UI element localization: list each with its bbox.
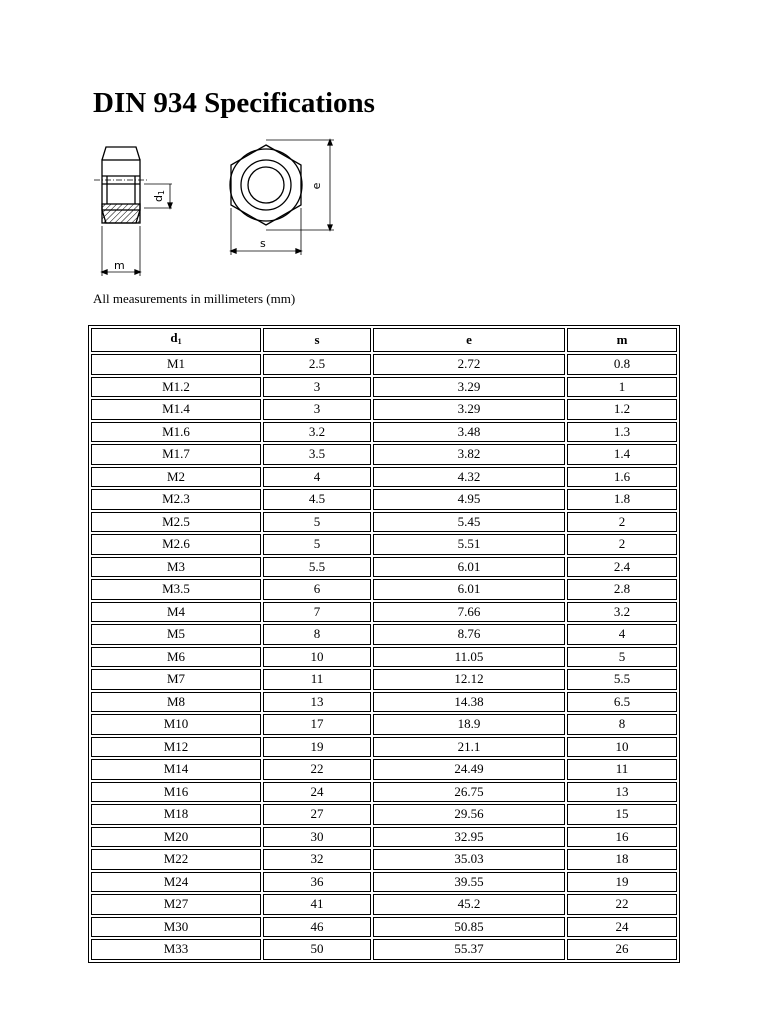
cell-d1: M14: [91, 759, 261, 780]
e-dimension-label: e: [310, 182, 323, 190]
cell-d1: M2.6: [91, 534, 261, 555]
table-row: [91, 939, 677, 960]
cell-e: 3.29: [373, 399, 565, 420]
cell-s: 5: [263, 534, 371, 555]
cell-d1: M1: [91, 354, 261, 375]
table-row: [91, 444, 677, 465]
cell-s: 7: [263, 602, 371, 623]
cell-s: 10: [263, 647, 371, 668]
table-row: [91, 714, 677, 735]
cell-s: 4: [263, 467, 371, 488]
column-header-e: e: [373, 328, 565, 352]
cell-e: 12.12: [373, 669, 565, 690]
table-row: [91, 602, 677, 623]
table-row: [91, 489, 677, 510]
cell-d1: M2.5: [91, 512, 261, 533]
cell-m: 11: [567, 759, 677, 780]
cell-m: 22: [567, 894, 677, 915]
column-header-d1: $d_1$: [91, 328, 261, 352]
cell-m: 1.2: [567, 399, 677, 420]
cell-s: 22: [263, 759, 371, 780]
cell-e: 5.51: [373, 534, 565, 555]
table-row: [91, 624, 677, 645]
cell-e: 4.32: [373, 467, 565, 488]
table-row: [91, 759, 677, 780]
table-row: [91, 804, 677, 825]
cell-m: 2: [567, 534, 677, 555]
cell-s: 5: [263, 512, 371, 533]
cell-d1: M27: [91, 894, 261, 915]
cell-d1: M2: [91, 467, 261, 488]
cell-s: 3.2: [263, 422, 371, 443]
cell-d1: M2.3: [91, 489, 261, 510]
cell-d1: M3.5: [91, 579, 261, 600]
din934-spec-table: [88, 325, 680, 963]
cell-e: 24.49: [373, 759, 565, 780]
cell-e: 35.03: [373, 849, 565, 870]
nut-side-view: [94, 147, 172, 276]
table-row: [91, 467, 677, 488]
cell-d1: M20: [91, 827, 261, 848]
cell-m: 19: [567, 872, 677, 893]
table-row: [91, 557, 677, 578]
cell-s: 4.5: [263, 489, 371, 510]
page-title: DIN 934 Specifications: [93, 87, 375, 119]
table-row: [91, 669, 677, 690]
cell-d1: M24: [91, 872, 261, 893]
cell-m: 3.2: [567, 602, 677, 623]
table-row: [91, 354, 677, 375]
cell-s: 2.5: [263, 354, 371, 375]
cell-s: 11: [263, 669, 371, 690]
table-row: [91, 894, 677, 915]
cell-e: 6.01: [373, 579, 565, 600]
cell-d1: M1.7: [91, 444, 261, 465]
cell-m: 15: [567, 804, 677, 825]
cell-e: 26.75: [373, 782, 565, 803]
cell-d1: M1.4: [91, 399, 261, 420]
cell-e: 55.37: [373, 939, 565, 960]
cell-m: 0.8: [567, 354, 677, 375]
table-row: [91, 737, 677, 758]
cell-s: 41: [263, 894, 371, 915]
table-row: [91, 579, 677, 600]
table-row: [91, 377, 677, 398]
cell-d1: M4: [91, 602, 261, 623]
cell-m: 13: [567, 782, 677, 803]
cell-m: 1.6: [567, 467, 677, 488]
cell-m: 1.8: [567, 489, 677, 510]
cell-e: 45.2: [373, 894, 565, 915]
cell-e: 6.01: [373, 557, 565, 578]
cell-s: 8: [263, 624, 371, 645]
cell-d1: M1.6: [91, 422, 261, 443]
cell-m: 2.4: [567, 557, 677, 578]
cell-m: 4: [567, 624, 677, 645]
cell-s: 46: [263, 917, 371, 938]
table-row: [91, 917, 677, 938]
cell-d1: M10: [91, 714, 261, 735]
table-row: [91, 534, 677, 555]
cell-d1: M12: [91, 737, 261, 758]
cell-d1: M8: [91, 692, 261, 713]
nut-top-view: [230, 140, 334, 255]
table-row: [91, 692, 677, 713]
cell-d1: M22: [91, 849, 261, 870]
cell-d1: M16: [91, 782, 261, 803]
cell-m: 10: [567, 737, 677, 758]
cell-s: 36: [263, 872, 371, 893]
cell-e: 14.38: [373, 692, 565, 713]
cell-e: 18.9: [373, 714, 565, 735]
s-dimension-label: s: [260, 237, 266, 250]
cell-m: 5: [567, 647, 677, 668]
cell-e: 8.76: [373, 624, 565, 645]
cell-e: 3.82: [373, 444, 565, 465]
cell-m: 1.4: [567, 444, 677, 465]
cell-m: 18: [567, 849, 677, 870]
cell-m: 1.3: [567, 422, 677, 443]
cell-e: 11.05: [373, 647, 565, 668]
column-header-s: s: [263, 328, 371, 352]
cell-d1: M3: [91, 557, 261, 578]
cell-s: 27: [263, 804, 371, 825]
cell-e: 21.1: [373, 737, 565, 758]
cell-s: 6: [263, 579, 371, 600]
cell-s: 30: [263, 827, 371, 848]
cell-d1: M30: [91, 917, 261, 938]
cell-s: 17: [263, 714, 371, 735]
header-row: [91, 328, 677, 352]
d1-dimension-label: d1: [152, 189, 166, 203]
cell-m: 2: [567, 512, 677, 533]
table-header: [91, 328, 677, 352]
table-row: [91, 512, 677, 533]
cell-s: 19: [263, 737, 371, 758]
measurement-units-note: All measurements in millimeters (mm): [93, 291, 296, 306]
table-row: [91, 647, 677, 668]
cell-e: 3.29: [373, 377, 565, 398]
table-row: [91, 849, 677, 870]
cell-s: 32: [263, 849, 371, 870]
table-row: [91, 872, 677, 893]
cell-m: 2.8: [567, 579, 677, 600]
cell-m: 26: [567, 939, 677, 960]
cell-m: 16: [567, 827, 677, 848]
cell-s: 24: [263, 782, 371, 803]
table-body: [91, 354, 677, 960]
cell-e: 3.48: [373, 422, 565, 443]
table-row: [91, 399, 677, 420]
cell-d1: M1.2: [91, 377, 261, 398]
cell-e: 5.45: [373, 512, 565, 533]
cell-s: 3.5: [263, 444, 371, 465]
cell-m: 24: [567, 917, 677, 938]
cell-d1: M5: [91, 624, 261, 645]
cell-m: 1: [567, 377, 677, 398]
cell-m: 5.5: [567, 669, 677, 690]
cell-e: 7.66: [373, 602, 565, 623]
table-row: [91, 782, 677, 803]
cell-e: 2.72: [373, 354, 565, 375]
cell-m: 6.5: [567, 692, 677, 713]
cell-s: 5.5: [263, 557, 371, 578]
hex-nut-diagram: [92, 138, 342, 280]
cell-d1: M7: [91, 669, 261, 690]
cell-e: 4.95: [373, 489, 565, 510]
cell-e: 29.56: [373, 804, 565, 825]
table-row: [91, 422, 677, 443]
cell-d1: M6: [91, 647, 261, 668]
cell-d1: M18: [91, 804, 261, 825]
cell-s: 3: [263, 399, 371, 420]
cell-s: 13: [263, 692, 371, 713]
cell-s: 50: [263, 939, 371, 960]
cell-m: 8: [567, 714, 677, 735]
cell-e: 32.95: [373, 827, 565, 848]
cell-e: 50.85: [373, 917, 565, 938]
column-header-m: m: [567, 328, 677, 352]
cell-s: 3: [263, 377, 371, 398]
m-dimension-label: m: [114, 259, 125, 272]
cell-e: 39.55: [373, 872, 565, 893]
cell-d1: M33: [91, 939, 261, 960]
table-row: [91, 827, 677, 848]
